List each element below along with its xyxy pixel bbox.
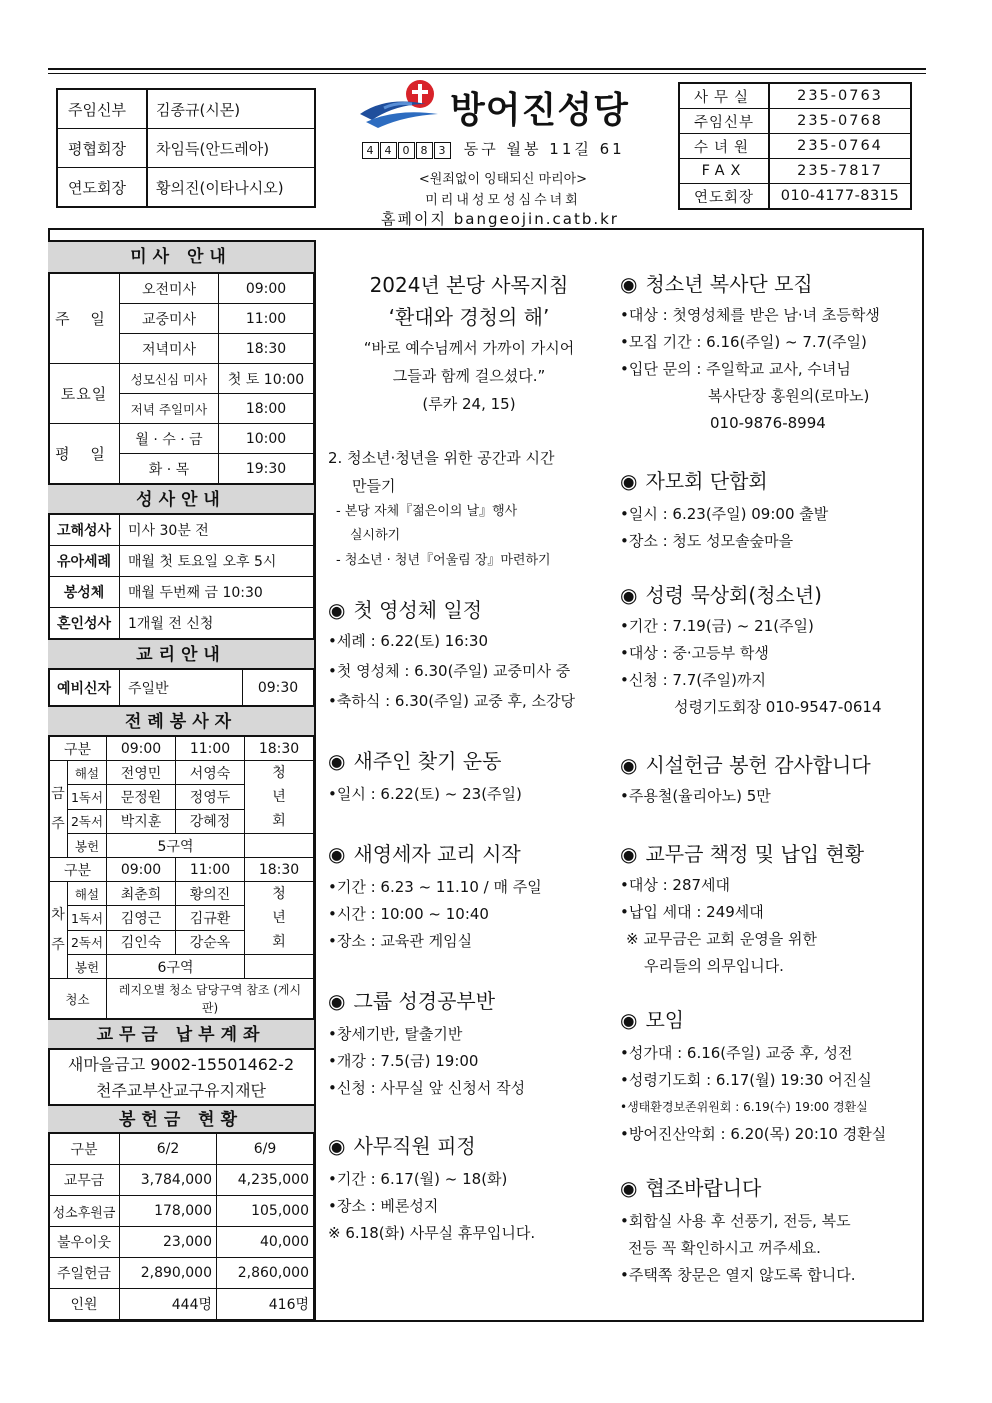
account-holder: 천주교부산교구유지재단	[95, 1081, 267, 1100]
circle-bullet-icon: ◉	[620, 1176, 638, 1200]
section-altar-servers: ◉ 청소년 복사단 모집	[620, 272, 813, 296]
mass-name: 저녁 주일미사	[120, 394, 219, 424]
officer-role: 주임신부	[57, 89, 147, 129]
section-line: 010-9876-8994	[710, 414, 826, 432]
server-role: 2독서	[68, 809, 107, 833]
top-rule	[48, 68, 926, 70]
circle-bullet-icon: ◉	[620, 583, 638, 607]
right-column	[620, 270, 916, 1289]
mass-time: 18:30	[219, 334, 314, 364]
section-line: •기간 : 6.23 ~ 11.10 / 매 주일	[328, 878, 542, 896]
circle-bullet-icon: ◉	[620, 469, 638, 493]
account-number: 새마을금고 9002-15501462-2	[67, 1055, 295, 1074]
account-info	[48, 1050, 314, 1104]
section-line: 복사단장 홍원의(로마노)	[708, 387, 870, 405]
offering-value: 23,000	[120, 1227, 217, 1258]
bible-quote: 그들과 함께 걸으셨다.”	[392, 367, 546, 385]
offering-value: 3,784,000	[120, 1165, 217, 1196]
catechism-time: 09:30	[243, 670, 314, 706]
offering-value: 2,890,000	[120, 1258, 217, 1289]
server-name: 최춘희	[107, 882, 176, 906]
offering-value: 444명	[120, 1289, 217, 1320]
section-line: •장소 : 베론성지	[328, 1197, 439, 1215]
circle-bullet-icon: ◉	[620, 1008, 638, 1032]
servers-header: 11:00	[175, 858, 244, 882]
phone-number: 235-0768	[769, 109, 911, 134]
mass-time: 18:00	[219, 394, 314, 424]
phone-label: FAX	[679, 159, 769, 184]
mass-title: 미사 안내	[48, 242, 314, 274]
pastoral-detail: - 본당 자체『젊은이의 날』행사	[336, 504, 518, 519]
officer-role: 평협회장	[57, 129, 147, 168]
section-staff-retreat: ◉ 사무직원 피정	[328, 1134, 476, 1158]
server-name: 김규환	[175, 906, 244, 930]
servers-table	[48, 736, 314, 1019]
server-name: 문정원	[107, 785, 176, 809]
section-new-owner: ◉ 새주인 찾기 운동	[328, 749, 502, 773]
section-line: •주용철(율리아노) 5만	[620, 787, 771, 805]
section-first-communion: ◉ 첫 영성체 일정	[328, 598, 483, 622]
offering-category: 인원	[49, 1289, 120, 1320]
section-line: •주택쪽 창문은 열지 않도록 합니다.	[620, 1266, 856, 1284]
cleaning-label: 청소	[49, 979, 107, 1019]
circle-bullet-icon: ◉	[620, 753, 638, 777]
section-line: •대상 : 첫영성체를 받은 남·녀 초등학생	[620, 306, 880, 324]
section-line: •대상 : 287세대	[620, 876, 731, 894]
section-line: •시간 : 10:00 ~ 10:40	[328, 905, 489, 923]
mass-time: 첫 토 10:00	[219, 364, 314, 394]
sacrament-info: 매월 첫 토요일 오후 5시	[120, 546, 314, 577]
servers-header: 18:30	[245, 858, 314, 882]
server-role: 1독서	[68, 785, 107, 809]
server-name: 전영민	[107, 761, 176, 785]
section-facility-donation: ◉ 시설헌금 봉헌 감사합니다	[620, 753, 871, 777]
servers-header: 09:00	[107, 858, 176, 882]
officer-name: 차임득(안드레아)	[147, 129, 315, 168]
section-line: •개강 : 7.5(금) 19:00	[328, 1052, 479, 1070]
cleaning-info: 레지오별 청소 담당구역 참조 (게시판)	[107, 979, 314, 1019]
servers-header: 09:00	[107, 737, 176, 761]
servers-title: 전례봉사자	[48, 705, 314, 737]
server-name: 강순옥	[175, 930, 244, 954]
offering-header: 6/2	[120, 1134, 217, 1165]
offering-category: 주일헌금	[49, 1258, 120, 1289]
catechism-title: 교리안내	[48, 638, 314, 670]
sacrament-name: 고해성사	[49, 515, 120, 546]
mass-name: 성모신심 미사	[120, 364, 219, 394]
section-neophyte: ◉ 새영세자 교리 시작	[328, 842, 521, 866]
church-address: 동구 월봉 11길 61	[463, 140, 625, 158]
officer-name: 김종규(시몬)	[147, 89, 315, 129]
church-logo-icon	[356, 74, 446, 130]
server-name: 서영숙	[175, 761, 244, 785]
church-address-line	[362, 138, 625, 159]
section-line: •방어진산악회 : 6.20(목) 20:10 경환실	[620, 1125, 887, 1143]
youth-group: 청 년 회	[245, 761, 314, 834]
pastoral-detail: 실시하기	[350, 528, 401, 543]
section-line: •신청 : 7.7(주일)까지	[620, 671, 766, 689]
phone-number: 235-0763	[769, 83, 911, 109]
phone-label: 연도회장	[679, 184, 769, 210]
sacrament-name: 혼인성사	[49, 608, 120, 639]
section-line: 우리들의 의무입니다.	[644, 957, 784, 975]
pastoral-point: 만들기	[352, 477, 396, 495]
phone-table	[678, 82, 912, 210]
catechism-name: 예비신자	[49, 670, 120, 706]
offering-category: 성소후원금	[49, 1196, 120, 1227]
section-line: •납입 세대 : 249세대	[620, 903, 764, 921]
server-role: 해설	[68, 882, 107, 906]
server-role: 봉헌	[68, 834, 107, 858]
left-column	[48, 240, 316, 1322]
server-name: 김영근	[107, 906, 176, 930]
offering-value: 105,000	[217, 1196, 314, 1227]
section-line: •입단 문의 : 주일학교 교사, 수녀님	[620, 360, 851, 378]
offering-header: 구분	[49, 1134, 120, 1165]
mass-time: 19:30	[219, 454, 314, 484]
server-name: 강혜정	[175, 809, 244, 833]
offering-value: 178,000	[120, 1196, 217, 1227]
offering-value: 416명	[217, 1289, 314, 1320]
section-line: •기간 : 7.19(금) ~ 21(주일)	[620, 617, 814, 635]
phone-label: 주임신부	[679, 109, 769, 134]
sacrament-name: 봉성체	[49, 577, 120, 608]
sacrament-info: 매월 두번째 금 10:30	[120, 577, 314, 608]
officer-role: 연도회장	[57, 168, 147, 208]
account-title: 교무금 납부계좌	[48, 1018, 314, 1050]
server-role: 2독서	[68, 930, 107, 954]
mass-sunday: 주 일	[49, 274, 120, 364]
church-name: 방어진성당	[450, 90, 629, 131]
religious-order: 미리내성모성심수녀회	[425, 193, 581, 208]
offering-category: 교무금	[49, 1165, 120, 1196]
server-name: 김인숙	[107, 930, 176, 954]
circle-bullet-icon: ◉	[620, 842, 638, 866]
section-line: •창세기반, 탈출기반	[328, 1025, 463, 1043]
section-line: •장소 : 청도 성모솔숲마을	[620, 532, 794, 550]
officers-table	[56, 88, 316, 208]
homepage: 홈페이지 bangeojin.catb.kr	[381, 210, 619, 228]
offering-title: 봉헌금 현황	[48, 1104, 314, 1134]
mass-saturday: 토요일	[49, 364, 120, 424]
middle-column	[328, 270, 610, 1247]
servers-header: 구분	[49, 737, 107, 761]
section-mothers: ◉ 자모회 단합회	[620, 469, 768, 493]
mass-weekday: 평 일	[49, 424, 120, 484]
mass-table	[48, 273, 314, 484]
mass-time: 11:00	[219, 304, 314, 334]
sacrament-info: 1개월 전 신청	[120, 608, 314, 639]
circle-bullet-icon: ◉	[328, 989, 346, 1013]
offering-table	[48, 1133, 314, 1320]
section-line: ※ 6.18(화) 사무실 휴무입니다.	[328, 1224, 536, 1242]
mass-name: 화 · 목	[120, 454, 219, 484]
section-line: •첫 영성체 : 6.30(주일) 교중미사 중	[328, 662, 571, 680]
sacrament-table	[48, 514, 314, 639]
section-line: •모집 기간 : 6.16(주일) ~ 7.7(주일)	[620, 333, 867, 351]
section-line: 성령기도회장 010-9547-0614	[674, 698, 882, 716]
offering-value: 40,000	[217, 1227, 314, 1258]
server-role: 1독서	[68, 906, 107, 930]
section-bible-study: ◉ 그룹 성경공부반	[328, 989, 496, 1013]
server-name: 정영두	[175, 785, 244, 809]
section-line: •일시 : 6.22(토) ~ 23(주일)	[328, 785, 522, 803]
section-line: ※ 교무금은 교회 운영을 위한	[626, 930, 818, 948]
pastoral-theme: ‘환대와 경청의 해’	[388, 305, 550, 329]
server-name: 황의진	[175, 882, 244, 906]
circle-bullet-icon: ◉	[328, 598, 346, 622]
section-line: •장소 : 교육관 게임실	[328, 932, 473, 950]
mass-name: 월 · 수 · 금	[120, 424, 219, 454]
section-line: 전등 꼭 확인하시고 꺼주세요.	[628, 1239, 821, 1257]
top-rule-thin	[48, 73, 926, 74]
offering-value: 4,235,000	[217, 1165, 314, 1196]
mass-name: 오전미사	[120, 274, 219, 304]
server-area: 6구역	[107, 955, 245, 979]
sacrament-info: 미사 30분 전	[120, 515, 314, 546]
section-church-dues: ◉ 교무금 책정 및 납입 현황	[620, 842, 865, 866]
section-line: •성가대 : 6.16(주일) 교중 후, 성전	[620, 1044, 853, 1062]
zip-code: 4 4 0 8 3	[362, 140, 452, 158]
section-meetings: ◉ 모임	[620, 1008, 685, 1032]
servers-header: 구분	[49, 858, 107, 882]
phone-number: 235-0764	[769, 134, 911, 159]
pastoral-detail: - 청소년 · 청년『어울림 장』마련하기	[336, 553, 551, 568]
circle-bullet-icon: ◉	[328, 842, 346, 866]
section-holy-spirit-retreat: ◉ 성령 묵상회(청소년)	[620, 583, 822, 607]
mass-time: 09:00	[219, 274, 314, 304]
catechism-table	[48, 669, 314, 706]
section-line: •생태환경보존위원회 : 6.19(수) 19:00 경환실	[620, 1100, 868, 1114]
pastoral-point: 2. 청소년·청년을 위한 공간과 시간	[328, 449, 555, 467]
catechism-class: 주일반	[120, 670, 243, 706]
bible-reference: (루카 24, 15)	[422, 395, 516, 413]
sacrament-title: 성사안내	[48, 483, 314, 515]
servers-header: 11:00	[175, 737, 244, 761]
circle-bullet-icon: ◉	[620, 272, 638, 296]
phone-label: 사무실	[679, 83, 769, 109]
mass-name: 교중미사	[120, 304, 219, 334]
phone-number: 010-4177-8315	[769, 184, 911, 210]
circle-bullet-icon: ◉	[328, 1134, 346, 1158]
mass-time: 10:00	[219, 424, 314, 454]
server-area: 5구역	[107, 834, 245, 858]
section-line: •기간 : 6.17(월) ~ 18(화)	[328, 1170, 508, 1188]
section-line: •회합실 사용 후 선풍기, 전등, 복도	[620, 1212, 851, 1230]
sacrament-name: 유아세례	[49, 546, 120, 577]
section-line: •대상 : 중·고등부 학생	[620, 644, 769, 662]
pastoral-title: 2024년 본당 사목지침	[369, 273, 569, 297]
circle-bullet-icon: ◉	[328, 749, 346, 773]
officer-name: 황의진(이타나시오)	[147, 168, 315, 208]
section-line: •일시 : 6.23(주일) 09:00 출발	[620, 505, 829, 523]
bible-quote: “바로 예수님께서 가까이 가시어	[363, 339, 575, 357]
servers-header: 18:30	[245, 737, 314, 761]
phone-number: 235-7817	[769, 159, 911, 184]
section-line: •성령기도회 : 6.17(월) 19:30 어진실	[620, 1071, 872, 1089]
week-label: 금 주	[49, 761, 68, 858]
section-line: •신청 : 사무실 앞 신청서 작성	[328, 1079, 526, 1097]
youth-group: 청 년 회	[245, 882, 314, 955]
section-line: •축하식 : 6.30(주일) 교중 후, 소강당	[328, 692, 576, 710]
section-cooperation: ◉ 협조바랍니다	[620, 1176, 762, 1200]
section-line: •세례 : 6.22(토) 16:30	[328, 632, 489, 650]
server-role: 해설	[68, 761, 107, 785]
phone-label: 수녀원	[679, 134, 769, 159]
offering-header: 6/9	[217, 1134, 314, 1165]
server-role: 봉헌	[68, 955, 107, 979]
motto: <원죄없이 잉태되신 마리아>	[418, 172, 588, 187]
offering-value: 2,860,000	[217, 1258, 314, 1289]
offering-category: 불우이웃	[49, 1227, 120, 1258]
server-name: 박지훈	[107, 809, 176, 833]
mass-name: 저녁미사	[120, 334, 219, 364]
week-label: 차 주	[49, 882, 68, 979]
